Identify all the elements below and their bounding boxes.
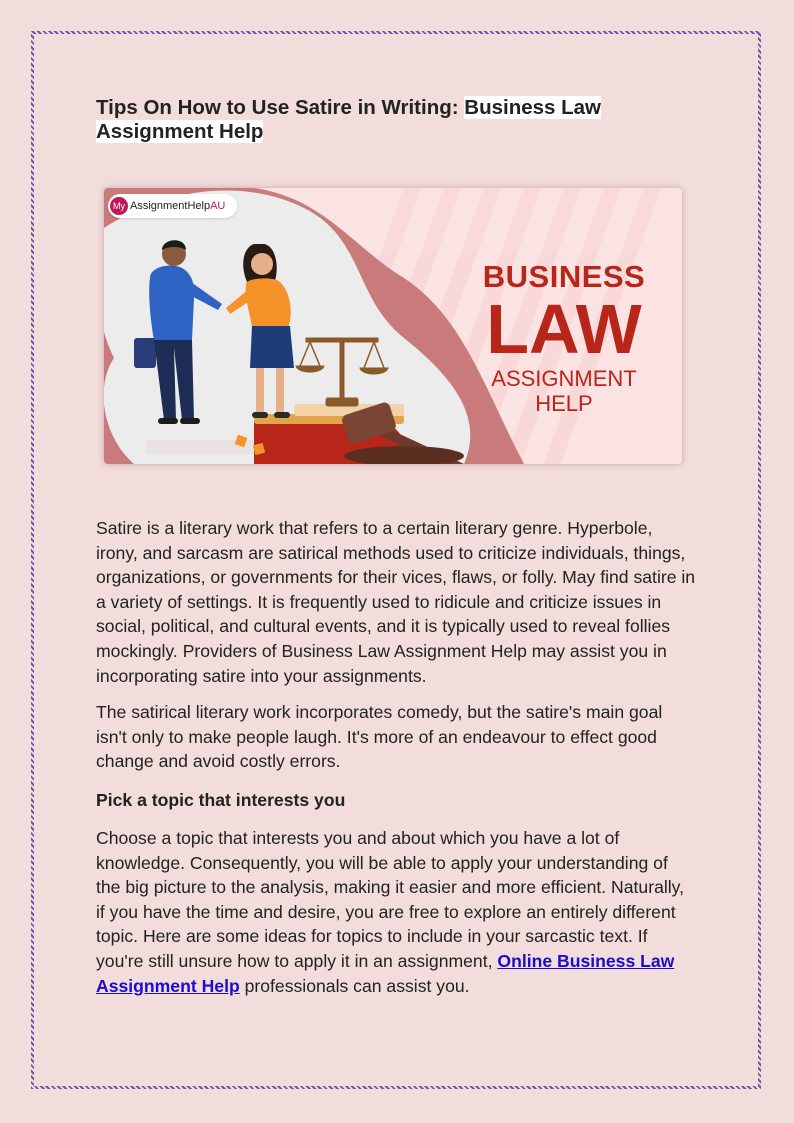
logo-name: AssignmentHelp [130,200,211,212]
paragraph-intro: Satire is a literary work that refers to a certain literary genre. Hyperbole, irony, and sarcasm are satirical methods used to criticize individuals, things, organizations, or governments for their vices, flaws, or folly. May find satire in a variety of settings. It is frequently used to ridicule and criticize issues in social, political, and cultural events, and it is typically used to reveal follies mockingly. Providers of Business Law Assignment Help may assist you in incorporating satire into your assignments. [96,518,696,686]
document-content [96,96,696,998]
brand-logo [108,194,237,218]
banner-line-help: HELP [535,391,593,416]
logo-my-badge: My [110,197,128,215]
paragraph-goal: The satirical literary work incorporates comedy, but the satire's main goal isn't only to make people laugh. It's more of an endeavour to effect good change and avoid costly errors. [96,702,663,772]
banner-line-law: LAW [486,290,642,368]
banner-line-business: BUSINESS [482,259,646,294]
page-title [96,96,696,144]
hero-banner-image [104,188,682,464]
title-plain: Tips On How to Use Satire in Writing: [96,96,465,119]
paragraph-topic-tail: professionals can assist you. [239,975,470,996]
online-business-law-help-link[interactable]: Online Business Law Assignment Help [96,950,675,996]
book-icon [146,440,266,454]
banner-line-assignment: ASSIGNMENT [491,366,637,391]
banner-heading [446,260,682,416]
logo-au: AU [210,200,226,212]
title-highlight-2: Assignment Help [96,120,264,143]
paragraph-topic-text: Choose a topic that interests you and about which you have a lot of knowledge. Consequently, you will be able to apply your understanding of the big picture to the analysis, making it easier and more efficient. Naturally, if you have the time and desire, you are free to explore an entirely different topic. Here are some ideas for topics to include in your sarcastic text. If you're still unsure how to apply it in an assignment, [96,827,685,971]
section-heading: Pick a topic that interests you [96,789,346,810]
title-highlight-1: Business Law [464,96,601,119]
paragraph-topic [96,826,696,998]
